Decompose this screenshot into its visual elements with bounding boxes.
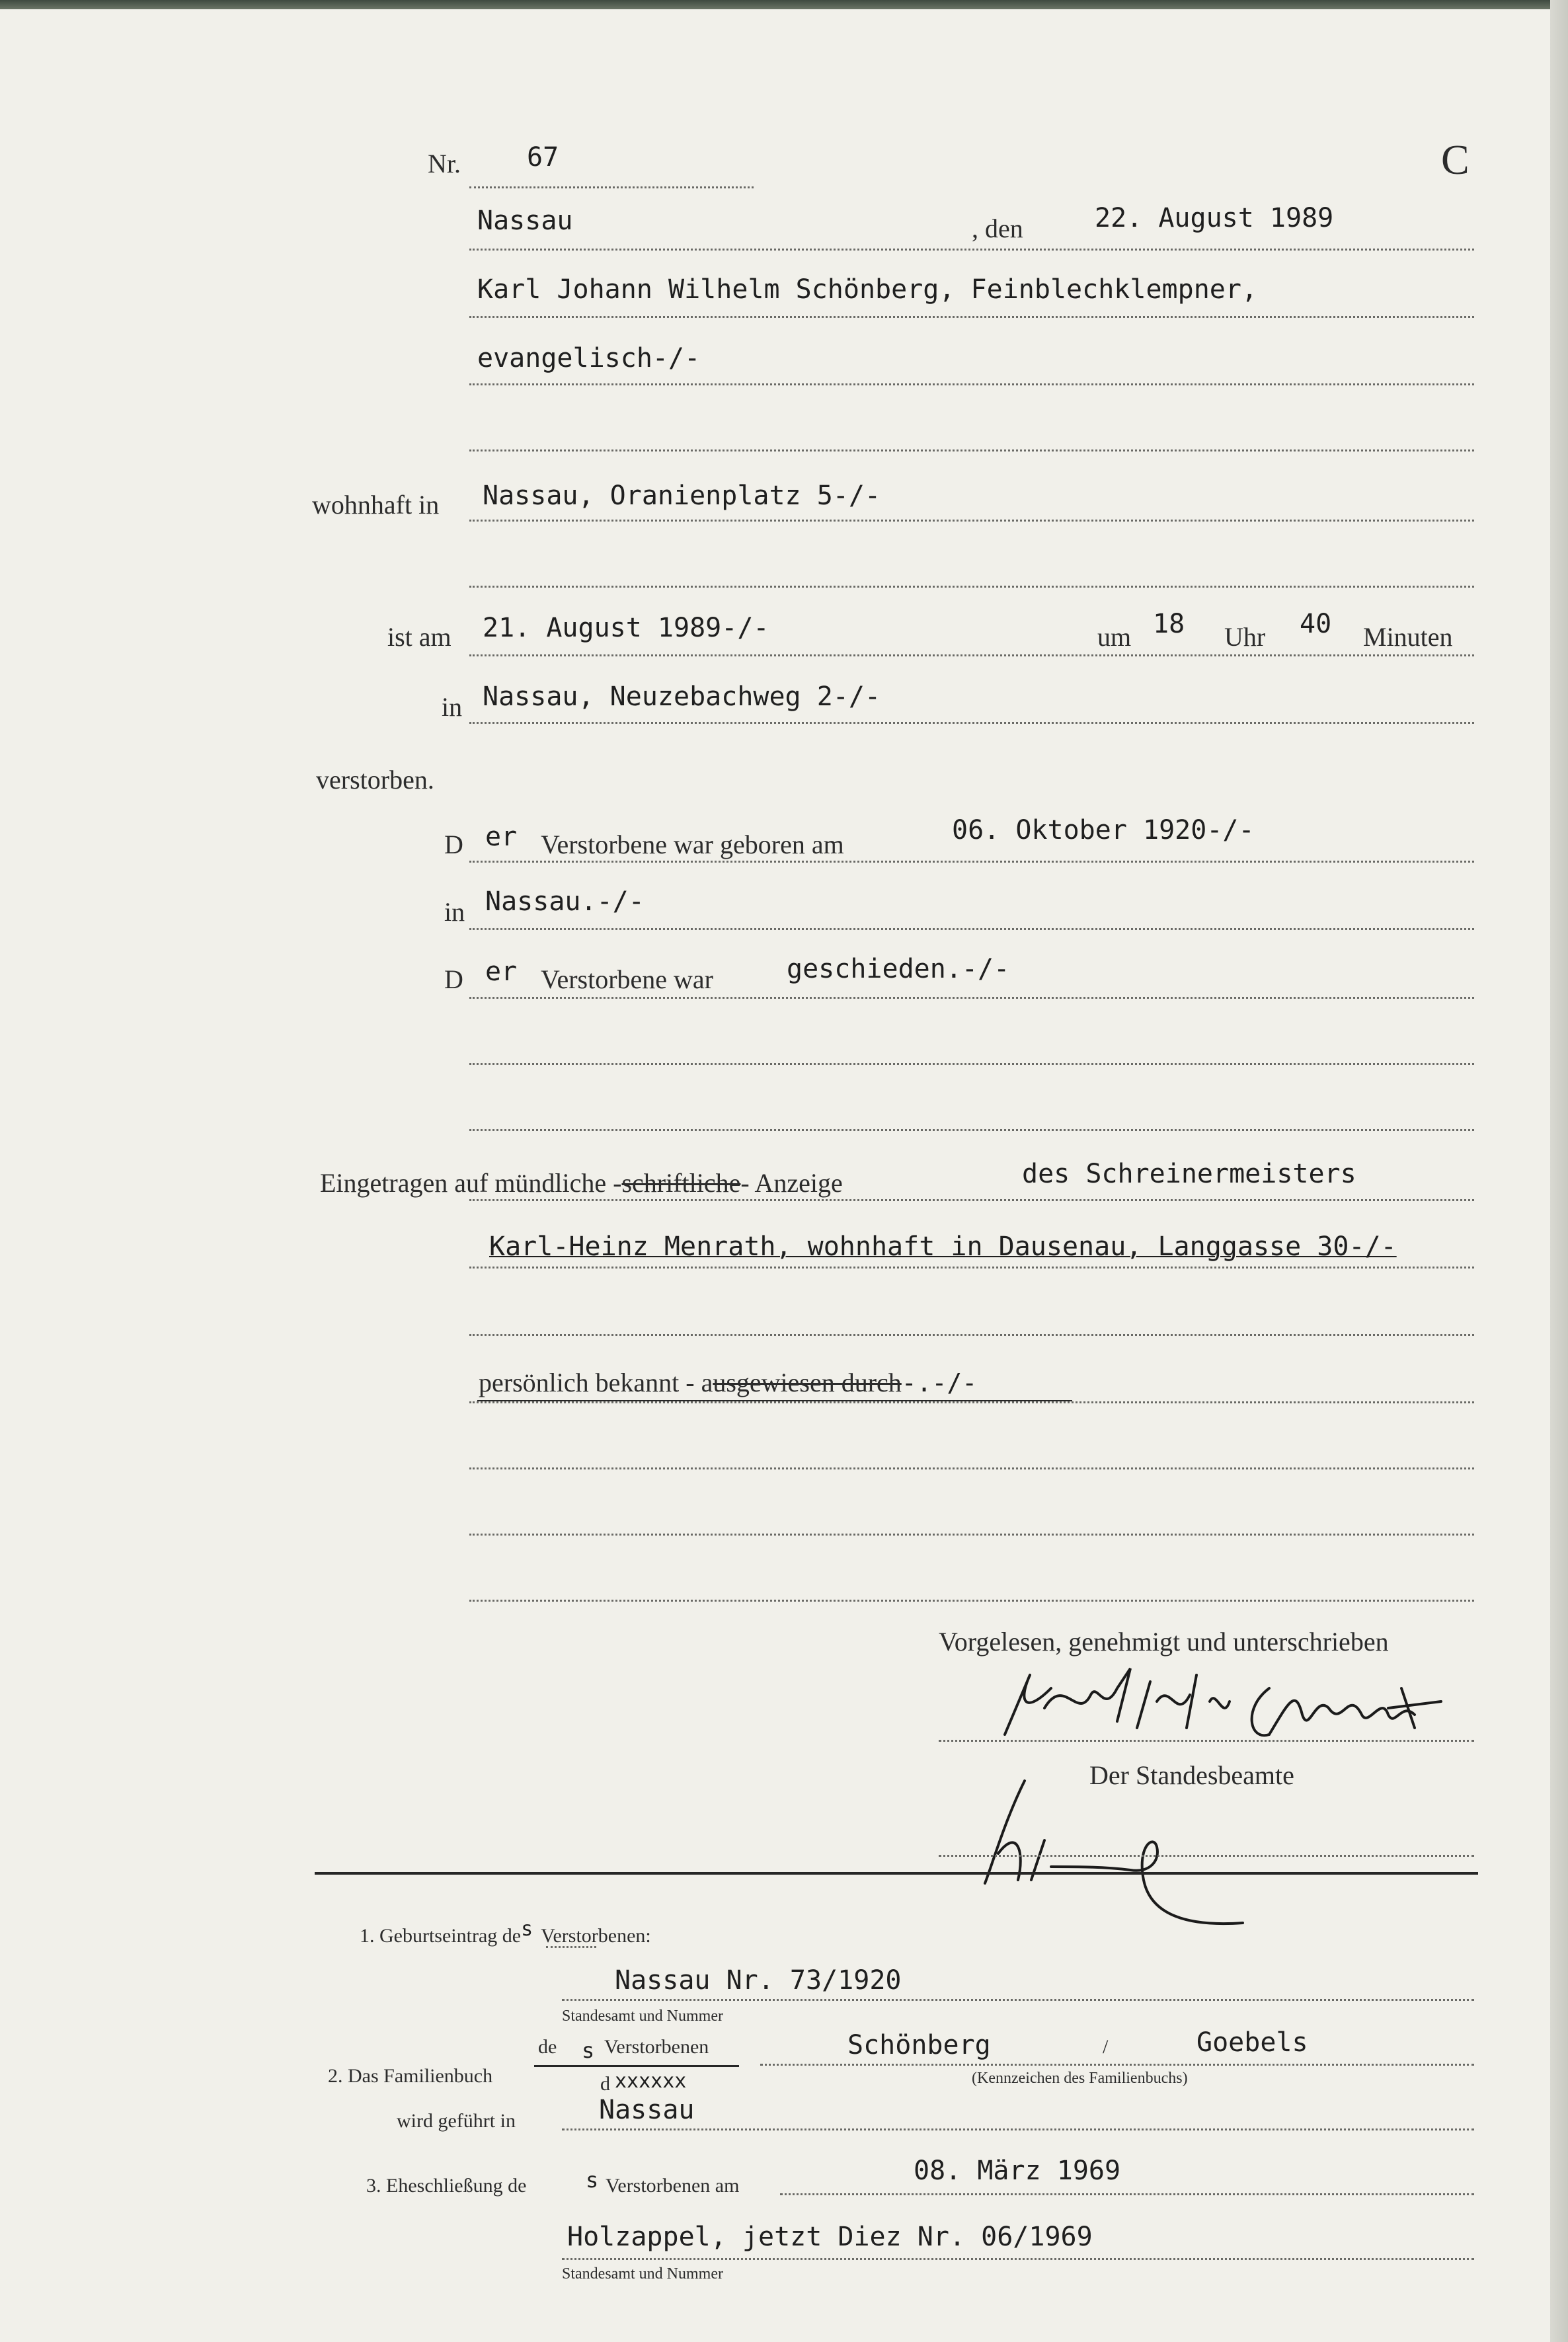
birth-date-line [469,861,1474,863]
family-name-2: Goebels [1196,2027,1308,2058]
marriage-date-line [780,2193,1474,2195]
blank-line-4 [469,1129,1474,1131]
blank-line-7 [469,1534,1474,1536]
deceased-religion: evangelisch-/- [477,343,701,373]
blank-line-2 [469,586,1474,588]
birth-entry-caption: Standesamt und Nummer [562,2008,723,2025]
place-date-line [469,249,1474,251]
family-name-1: Schönberg [847,2030,991,2060]
book-binding-edge [0,0,1568,9]
informant-line-2 [469,1267,1474,1269]
informant-line-1 [469,1199,1474,1201]
section-divider [315,1872,1478,1875]
residence-line [469,520,1474,522]
marriage-suffix: Verstorbenen am [606,2175,740,2197]
birth-date: 06. Oktober 1920-/- [952,815,1255,845]
den-label: , den [972,214,1023,243]
status-line [469,997,1474,999]
family-book-caption: (Kennzeichen des Familienbuchs) [972,2070,1188,2087]
struck-schriftliche: schriftliche [621,1168,741,1198]
known-label: persönlich bekannt - ausgewiesen durch-.-/- [479,1368,978,1397]
birth-entry-s-line [546,1946,596,1948]
kept-in-line [562,2128,1474,2130]
blank-line-8 [469,1600,1474,1602]
family-name-slash: / [1103,2036,1109,2058]
birth-entry-label: 1. Geburtseintrag des Verstorbenen: [360,1918,651,1947]
registrar-signature-image [978,1768,1322,1939]
register-place: Nassau [477,206,573,236]
family-name-line [760,2064,1474,2066]
blank-line-3 [469,1063,1474,1065]
kept-in-value: Nassau [599,2095,695,2125]
marriage-s: s [586,2167,599,2193]
status-d-prefix: D [444,964,463,994]
struck-ausgewiesen: usgewiesen durch [713,1368,902,1397]
birth-place-label: in [444,897,465,927]
name-line [469,316,1474,318]
register-letter: C [1441,136,1470,183]
death-place-label: in [442,692,463,722]
registration-label: Eingetragen auf mündliche -schriftliche- Anzeige [320,1168,843,1198]
registrar-label: Der Standesbeamte [1089,1760,1294,1790]
deceased-residence: Nassau, Oranienplatz 5-/- [483,481,881,511]
nr-value: 67 [527,142,559,173]
marriage-date: 08. März 1969 [914,2156,1121,2186]
birth-entry-line [562,1999,1474,2001]
blank-line-5 [469,1334,1474,1336]
registrar-signature-line [939,1855,1474,1857]
status-label: Verstorbene war [541,964,713,994]
birth-place: Nassau.-/- [485,886,645,917]
kept-in-label: wird geführt in [397,2110,516,2132]
birth-entry-value: Nassau Nr. 73/1920 [615,1965,902,1996]
death-date-label: ist am [387,622,451,652]
blank-line-6 [469,1467,1474,1469]
birth-gender-suffix: er [485,822,518,852]
verstorben-label: verstorben. [316,765,434,795]
nr-line [469,186,754,188]
minuten-label: Minuten [1363,622,1453,652]
death-register-page [0,9,1550,2342]
death-place: Nassau, Neuzebachweg 2-/- [483,682,881,712]
family-book-label: 2. Das Familienbuch [328,2065,493,2087]
informant-signature-image [978,1662,1441,1748]
family-book-struck: xxxxxx [615,2070,687,2093]
family-book-s: s [582,2038,595,2063]
nr-label: Nr. [428,149,461,178]
um-label: um [1097,622,1132,652]
uhr-label: Uhr [1224,622,1266,652]
family-book-d: d [600,2073,610,2095]
status-gender-suffix: er [485,956,518,987]
death-place-line [469,722,1474,724]
family-book-de: de [538,2036,557,2058]
informant-signature-line [939,1740,1474,1742]
residence-label: wohnhaft in [312,490,440,520]
religion-line [469,383,1474,385]
family-book-verstorbenen: Verstorbenen [604,2036,709,2058]
family-book-fraction-bar [534,2065,739,2067]
deceased-name: Karl Johann Wilhelm Schönberg, Feinblechklempner, [477,274,1258,305]
informant-name: Karl-Heinz Menrath, wohnhaft in Dausenau, Langgasse 30-/- [489,1231,1397,1262]
marital-status: geschieden.-/- [787,954,1010,984]
informant-title: des Schreinermeisters [1022,1159,1356,1189]
death-date-line [469,654,1474,656]
birth-d-prefix: D [444,830,463,859]
known-line [469,1401,1474,1403]
page-stack-edge [1550,0,1568,2342]
death-minutes: 40 [1300,609,1332,639]
blank-line-1 [469,449,1474,451]
marriage-caption: Standesamt und Nummer [562,2265,723,2283]
register-date: 22. August 1989 [1095,203,1334,233]
marriage-place: Holzappel, jetzt Diez Nr. 06/1969 [567,2222,1093,2252]
birth-place-line [469,928,1474,930]
death-date: 21. August 1989-/- [483,613,769,643]
death-hour: 18 [1153,609,1185,639]
birth-label: Verstorbene war geboren am [541,830,844,859]
read-approved-signed-label: Vorgelesen, genehmigt und unterschrieben [939,1627,1389,1657]
marriage-label: 3. Eheschließung de [366,2175,527,2197]
marriage-place-line [562,2258,1474,2260]
